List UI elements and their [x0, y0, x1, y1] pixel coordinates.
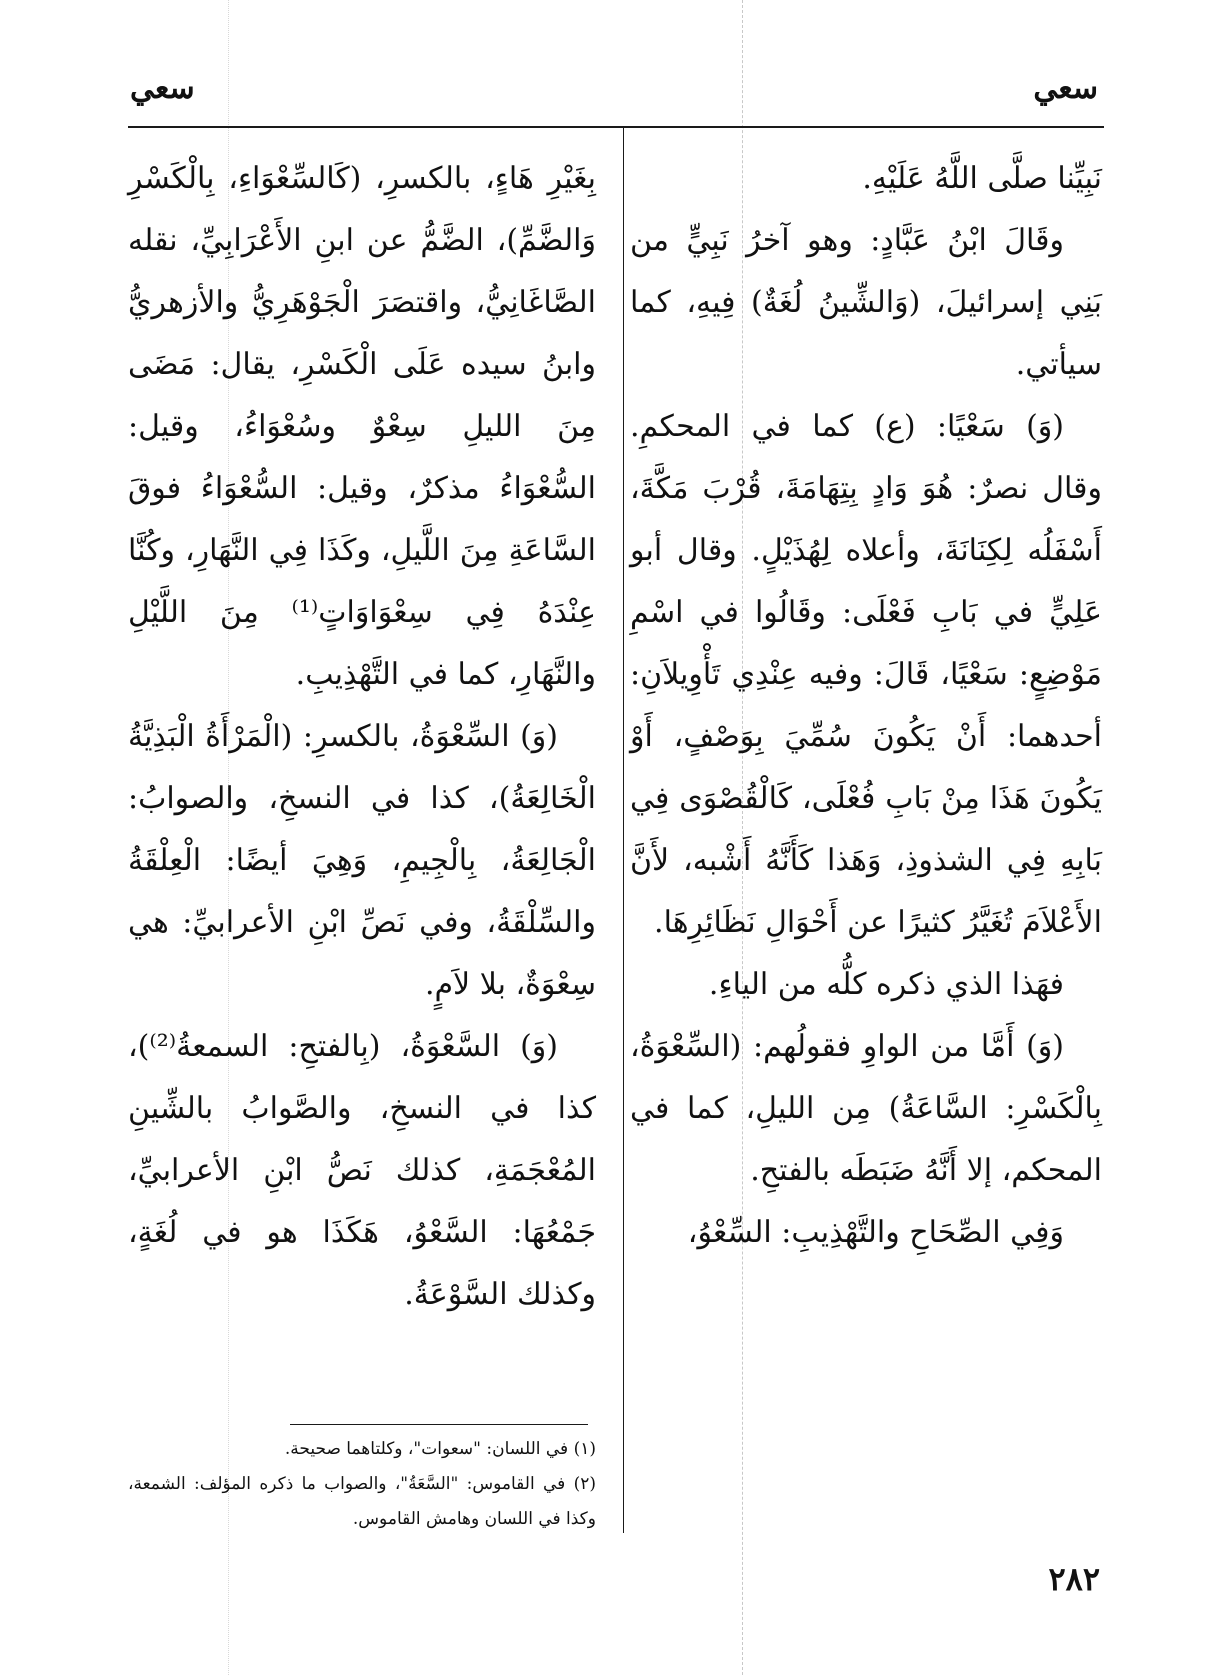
footnote-rule [290, 1424, 588, 1425]
paragraph: (وَ) السِّعْوَةُ، بالكسرِ: (الْمَرْأَةُ الْبَذِيَّةُ الْخَالِعَةُ)، كذا في النسخِ، والصوابُ: الْجَالِعَةُ، بِالْجِيمِ، وَهِيَ أيضًا: الْعِلْقَةُ والسِّلْقَةُ، وفي نَصِّ ابْنِ الأعرابيِّ: هي سِعْوَةٌ، بلا لاَمٍ. [128, 719, 596, 1002]
paragraph: فهَذا الذي ذكره كلُّه من الياءِ. [708, 967, 1064, 1002]
left-column [128, 148, 596, 1326]
paragraph: نَبِيِّنا صلَّى اللَّهُ عَلَيْهِ. [862, 161, 1102, 196]
header-rule [128, 126, 1104, 128]
paragraph: (وَ) سَعْيًا: (ع) كما في المحكمِ. وقال نصرٌ: هُوَ وَادٍ بِتِهَامَةَ، قُرْبَ مَكَّةَ، أَسْفَلُه لِكِنَانَةَ، وأعلاه لِهُذَيْلٍ. وقال أبو عَلِيٍّ في بَابِ فَعْلَى: وقَالُوا في اسْمِ مَوْضِعٍ: سَعْيًا، قَالَ: وفيه عِنْدِي تَأْوِيلاَنِ: أحدهما: أَنْ يَكُونَ سُمِّيَ بِوَصْفٍ، أَوْ يَكُونَ هَذَا مِنْ بَابِ فُعْلَى، كَالْقُصْوَى فِي بَابِهِ فِي الشذوذِ، وَهَذا كَأَنَّهُ أَشْبه، لأَنَّ الأَعْلاَمَ تُغَيَّرُ كثيرًا عن أَحْوَالِ نَظَائِرِهَا. [630, 409, 1102, 940]
right-column [630, 148, 1102, 1264]
running-head-right: سعي [1033, 71, 1098, 106]
paragraph: (وَ) أَمَّا من الواوِ فقولُهم: (السِّعْوَةُ، بِالْكَسْرِ: السَّاعَةُ) مِن الليلِ، كما في المحكم، إلا أَنَّهُ ضَبَطَه بالفتحِ. [630, 1029, 1102, 1188]
paragraph: وقَالَ ابْنُ عَبَّادٍ: وهو آخرُ نَبِيٍّ من بَنِي إسرائيلَ، (وَالشِّينُ لُغَةٌ) فِيهِ، كما سيأتي. [630, 223, 1102, 382]
page-number: ٢٨٢ [1048, 1560, 1100, 1598]
column-divider [623, 126, 624, 1533]
paragraph: وَفِي الصِّحَاحِ والتَّهْذِيبِ: السِّعْوُ، [687, 1215, 1064, 1250]
running-head-left: سعي [130, 71, 195, 106]
footnote: (٢) في القاموس: "السَّعَةُ"، والصواب ما ذكره المؤلف: الشمعة، وكذا في اللسان وهامش القاموس. [128, 1474, 596, 1529]
paragraph: (وَ) السَّعْوَةُ، (بِالفتحِ: السمعةُ⁽²⁾)، كذا في النسخِ، والصَّوابُ بالشِّينِ المُعْجَمَةِ، كذلك نَصُّ ابْنِ الأعرابيِّ، جَمْعُهَا: السَّعْوُ، هَكَذَا هو في لُغَةٍ، وكذلك السَّوْعَةُ. [128, 1029, 596, 1312]
footnote: (١) في اللسان: "سعوات"، وكلتاهما صحيحة. [284, 1439, 596, 1459]
footnotes [128, 1432, 596, 1537]
paragraph: بِغَيْرِ هَاءٍ، بالكسرِ، (كَالسِّعْوَاءِ، بِالْكَسْرِ وَالضَّمِّ)، الضَّمُّ عن ابنِ الأَعْرَابِيِّ، نقله الصَّاغَانِيُّ، واقتصَرَ الْجَوْهَرِيُّ والأزهريُّ وابنُ سيده عَلَى الْكَسْرِ، يقال: مَضَى مِنَ الليلِ سِعْوٌ وسُعْوَاءُ، وقيل: السُّعْوَاءُ مذكرٌ، وقيل: السُّعْوَاءُ فوقَ السَّاعَةِ مِنَ اللَّيلِ، وكَذَا فِي النَّهَارِ، وكُنَّا عِنْدَهُ فِي سِعْوَاوَاتٍ⁽¹⁾ مِنَ اللَّيْلِ والنَّهَارِ، كما في التَّهْذِيبِ. [128, 161, 596, 692]
